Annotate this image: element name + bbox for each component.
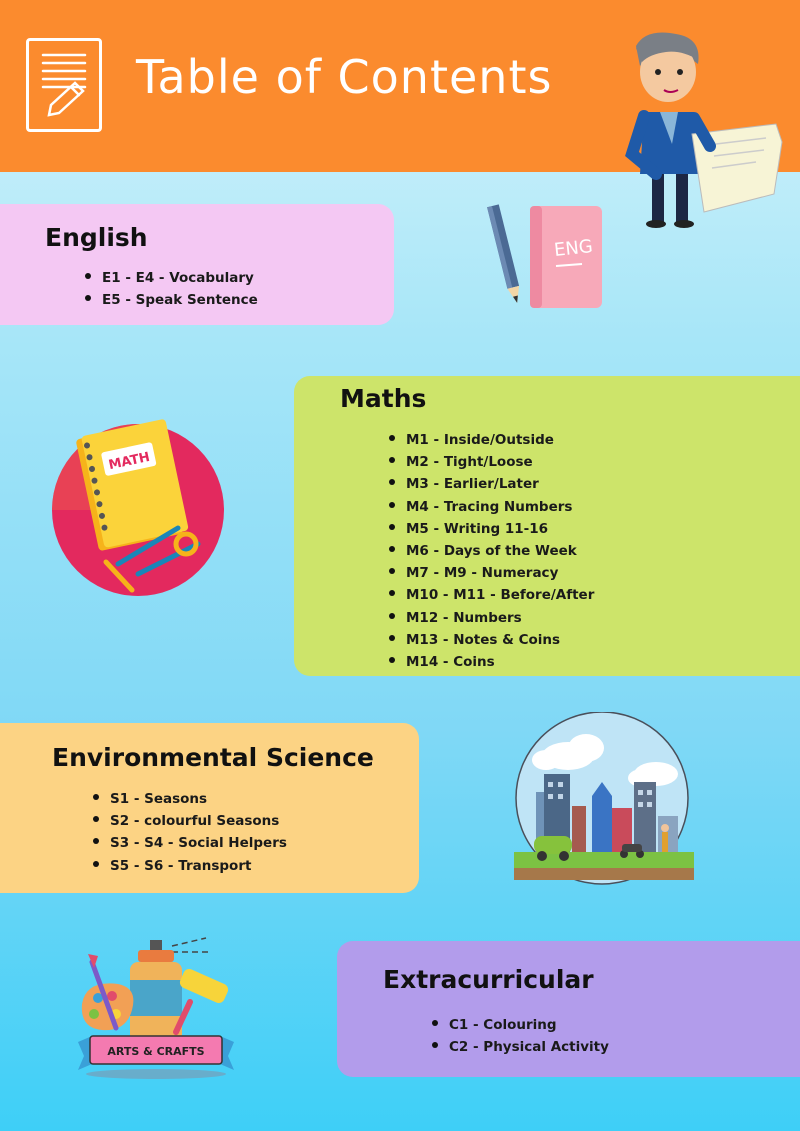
list-item: E1 - E4 - Vocabulary [82,267,258,289]
list-item: M3 - Earlier/Later [386,473,594,495]
arts-crafts-illustration [72,932,240,1080]
list-item: S1 - Seasons [90,788,287,810]
list-item: S3 - S4 - Social Helpers [90,832,287,854]
notebook-label: ENG [553,236,594,262]
english-topic-list [82,267,258,311]
list-item: M7 - M9 - Numeracy [386,562,594,584]
list-item: C1 - Colouring [429,1014,609,1036]
list-item: S2 - colourful Seasons [90,810,287,832]
section-title-extracurricular: Extracurricular [383,965,594,994]
list-item: E5 - Speak Sentence [82,289,258,311]
list-item: S5 - S6 - Transport [90,855,287,877]
list-item: M1 - Inside/Outside [386,429,594,451]
environmental-science-topic-list [90,788,287,877]
section-title-english: English [45,223,148,252]
environmental-science-section [0,723,419,893]
section-title-environmental-science: Environmental Science [52,743,374,772]
maths-topic-list [386,429,594,673]
list-item: M12 - Numbers [386,607,594,629]
pencil-notebook-illustration [486,200,610,312]
page-title: Table of Contents [136,50,553,104]
list-item: M14 - Coins [386,651,594,673]
math-notebook-compass-illustration [48,414,226,600]
list-item: M4 - Tracing Numbers [386,496,594,518]
list-item: M10 - M11 - Before/After [386,584,594,606]
list-item: M5 - Writing 11-16 [386,518,594,540]
list-item: M6 - Days of the Week [386,540,594,562]
extracurricular-section [337,941,800,1077]
teacher-reading-illustration [606,24,796,234]
banner-label: ARTS & CRAFTS [107,1045,205,1058]
extracurricular-topic-list [429,1014,609,1058]
english-section [0,204,394,325]
list-item: M13 - Notes & Coins [386,629,594,651]
document-pencil-icon [26,38,102,132]
city-globe-illustration [506,712,700,886]
maths-section [294,376,800,676]
section-title-maths: Maths [340,384,427,413]
list-item: M2 - Tight/Loose [386,451,594,473]
notebook-label: MATH [107,449,152,474]
list-item: C2 - Physical Activity [429,1036,609,1058]
